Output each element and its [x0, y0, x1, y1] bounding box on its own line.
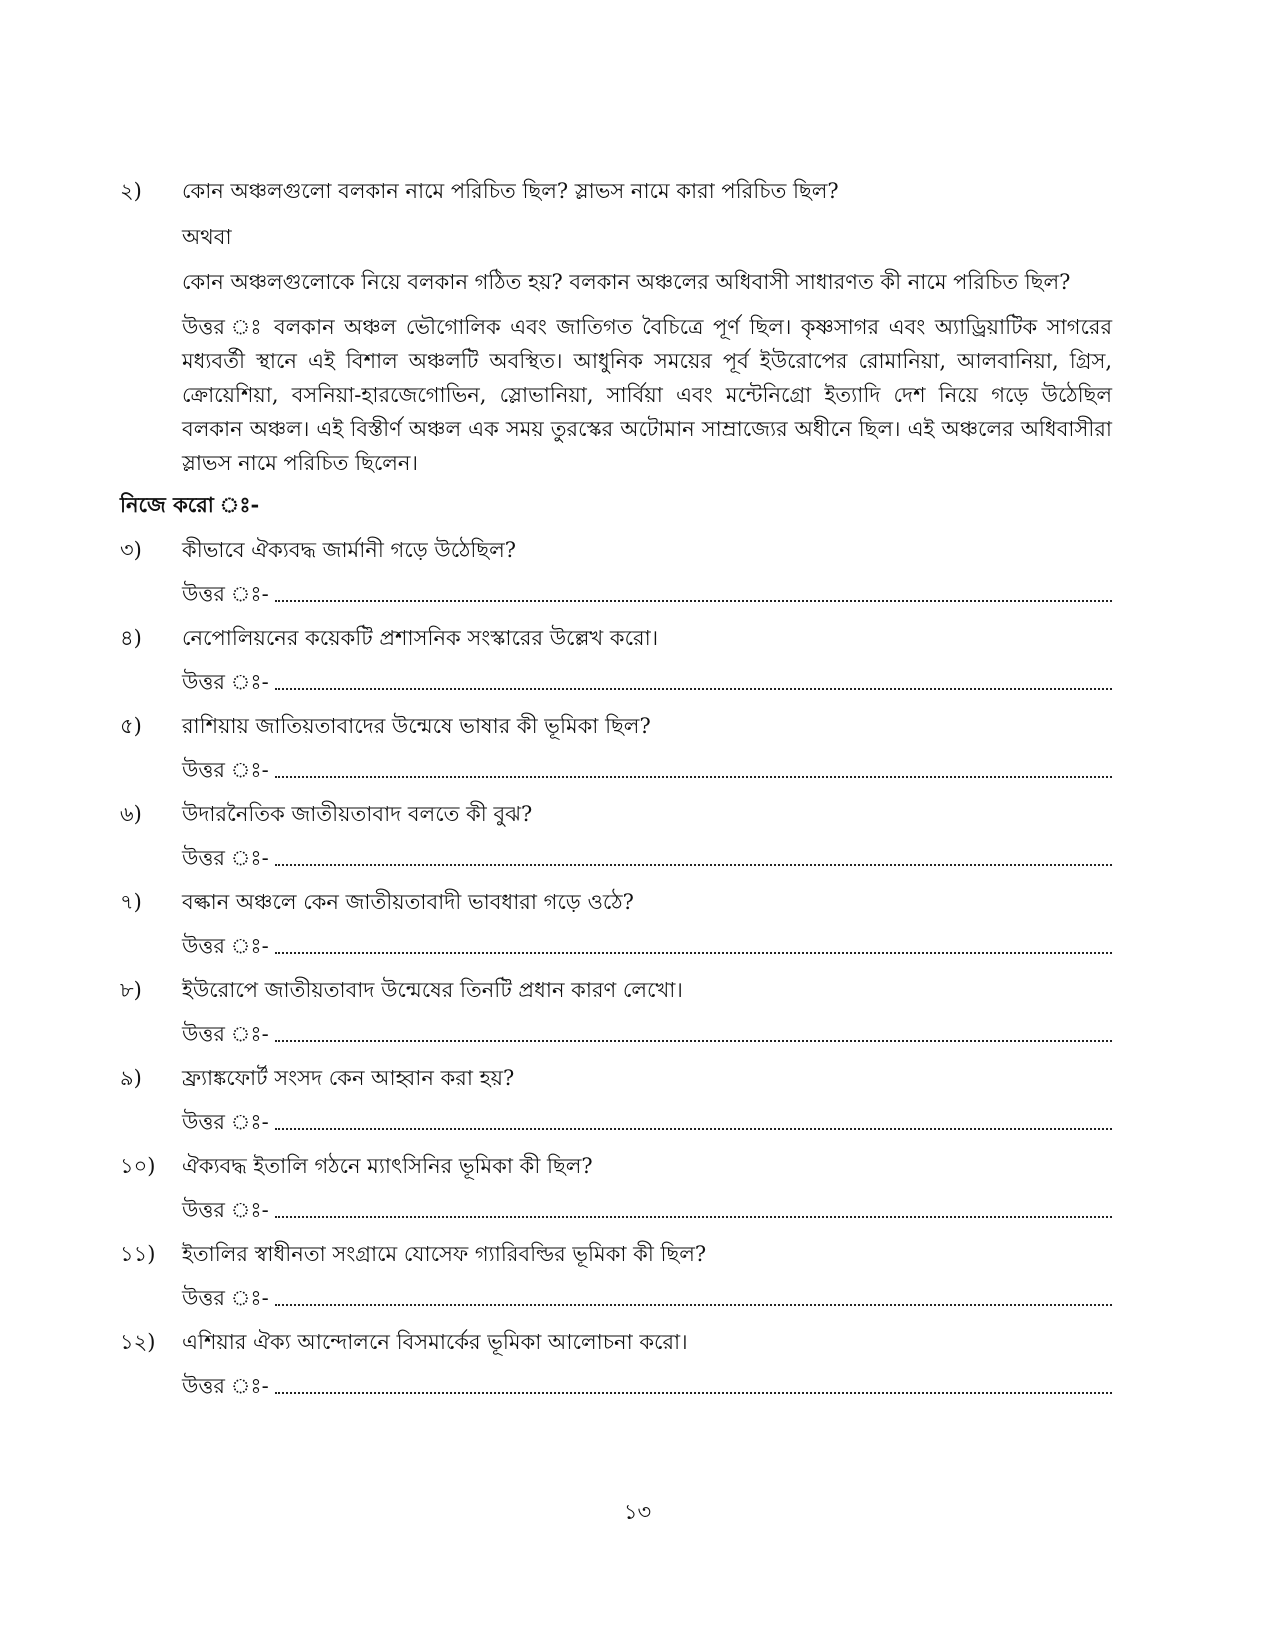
answer-line[interactable]	[275, 1127, 1112, 1130]
answer-line[interactable]	[275, 1303, 1112, 1306]
question-number: ১২)	[120, 1330, 156, 1354]
answer-line[interactable]	[275, 775, 1112, 778]
answer-line[interactable]	[275, 1391, 1112, 1394]
alt-question-text: কোন অঞ্চলগুলোকে নিয়ে বলকান গঠিত হয়? বলকান অঞ্চলের অধিবাসী সাধারণত কী নামে পরিচিত ছিল?	[182, 270, 1071, 294]
answer-line[interactable]	[275, 951, 1112, 954]
answer-row	[182, 1107, 1112, 1137]
answer-label: উত্তর ঃ-	[182, 1110, 269, 1134]
question-text: ফ্র্যাঙ্কফোর্ট সংসদ কেন আহ্বান করা হয়?	[182, 1066, 515, 1090]
page-number: ১৩	[623, 1500, 652, 1524]
question-text: ইতালির স্বাধীনতা সংগ্রামে যোসেফ গ্যারিবল্ডির ভূমিকা কী ছিল?	[182, 1242, 707, 1266]
question-number: ৪)	[120, 626, 142, 650]
question-number: ৮)	[120, 978, 142, 1002]
question-number: ১১)	[120, 1242, 156, 1266]
answer-line[interactable]	[275, 1039, 1112, 1042]
question-number: ৬)	[120, 802, 142, 826]
answer-row	[182, 1371, 1112, 1401]
answer-row	[182, 1019, 1112, 1049]
question-text: ঐক্যবদ্ধ ইতালি গঠনে ম্যাৎসিনির ভূমিকা কী ছিল?	[182, 1154, 593, 1178]
answer-row	[182, 755, 1112, 785]
answer-label: উত্তর ঃ-	[182, 846, 269, 870]
question-number: ৩)	[120, 538, 142, 562]
answer-row	[182, 931, 1112, 961]
answer-line[interactable]	[275, 1215, 1112, 1218]
question-number: ৯)	[120, 1066, 142, 1090]
question-number: ১০)	[120, 1154, 156, 1178]
self-work-heading: নিজে করো ঃ-	[120, 492, 260, 517]
answer-label: উত্তর ঃ-	[182, 582, 269, 606]
answer-label: উত্তর ঃ-	[182, 1374, 269, 1398]
question-text: রাশিয়ায় জাতিয়তাবাদের উন্মেষে ভাষার কী ভূমিকা ছিল?	[182, 714, 651, 738]
answer-line[interactable]	[275, 599, 1112, 602]
answer-label: উত্তর ঃ-	[182, 1022, 269, 1046]
answer-label: উত্তর ঃ-	[182, 934, 269, 958]
question-text: ইউরোপে জাতীয়তাবাদ উন্মেষের তিনটি প্রধান কারণ লেখো।	[182, 978, 683, 1002]
answer-row	[182, 843, 1112, 873]
answer-row	[182, 1283, 1112, 1313]
question-number: ৫)	[120, 714, 142, 738]
answer-row	[182, 1195, 1112, 1225]
question-text: উদারনৈতিক জাতীয়তাবাদ বলতে কী বুঝ?	[182, 802, 533, 826]
answer-line[interactable]	[275, 687, 1112, 690]
answer-line[interactable]	[275, 863, 1112, 866]
question-text: কোন অঞ্চলগুলো বলকান নামে পরিচিত ছিল? স্লাভস নামে কারা পরিচিত ছিল?	[182, 179, 839, 203]
answer-label: উত্তর ঃ-	[182, 1198, 269, 1222]
question-number: ৭)	[120, 890, 142, 914]
question-text: এশিয়ার ঐক্য আন্দোলনে বিসমার্কের ভূমিকা আলোচনা করো।	[182, 1330, 688, 1354]
answer-label: উত্তর ঃ-	[182, 1286, 269, 1310]
question-text: নেপোলিয়নের কয়েকটি প্রশাসনিক সংস্কারের উল্লেখ করো।	[182, 626, 659, 650]
answer-label: উত্তর ঃ-	[182, 670, 269, 694]
answer-row	[182, 667, 1112, 697]
question-number: ২)	[120, 179, 142, 203]
answer-paragraph: উত্তর ঃ বলকান অঞ্চল ভৌগোলিক এবং জাতিগত বৈচিত্রে পূর্ণ ছিল। কৃষ্ণসাগর এবং অ্যাড্রিয়াটিক সাগরের মধ্যবর্তী স্থানে এই বিশাল অঞ্চলটি অবস্থিত। আধুনিক সময়ের পূর্ব ইউরোপের রোমানিয়া, আলবানিয়া, গ্রিস, ক্রোয়েশিয়া, বসনিয়া-হারজেগোভিন, স্লোভানিয়া, সার্বিয়া এবং মন্টেনিগ্রো ইত্যাদি দেশ নিয়ে গড়ে উঠেছিল বলকান অঞ্চল। এই বিস্তীর্ণ অঞ্চল এক সময় তুরস্কের অটোমান সাম্রাজ্যের অধীনে ছিল। এই অঞ্চলের অধিবাসীরা স্লাভস নামে পরিচিত ছিলেন।	[182, 315, 1112, 475]
answer-row	[182, 579, 1112, 609]
question-text: কীভাবে ঐক্যবদ্ধ জার্মানী গড়ে উঠেছিল?	[182, 538, 517, 562]
answer-label: উত্তর ঃ-	[182, 758, 269, 782]
question-text: বল্কান অঞ্চলে কেন জাতীয়তাবাদী ভাবধারা গড়ে ওঠে?	[182, 890, 634, 914]
or-label: অথবা	[182, 225, 232, 249]
